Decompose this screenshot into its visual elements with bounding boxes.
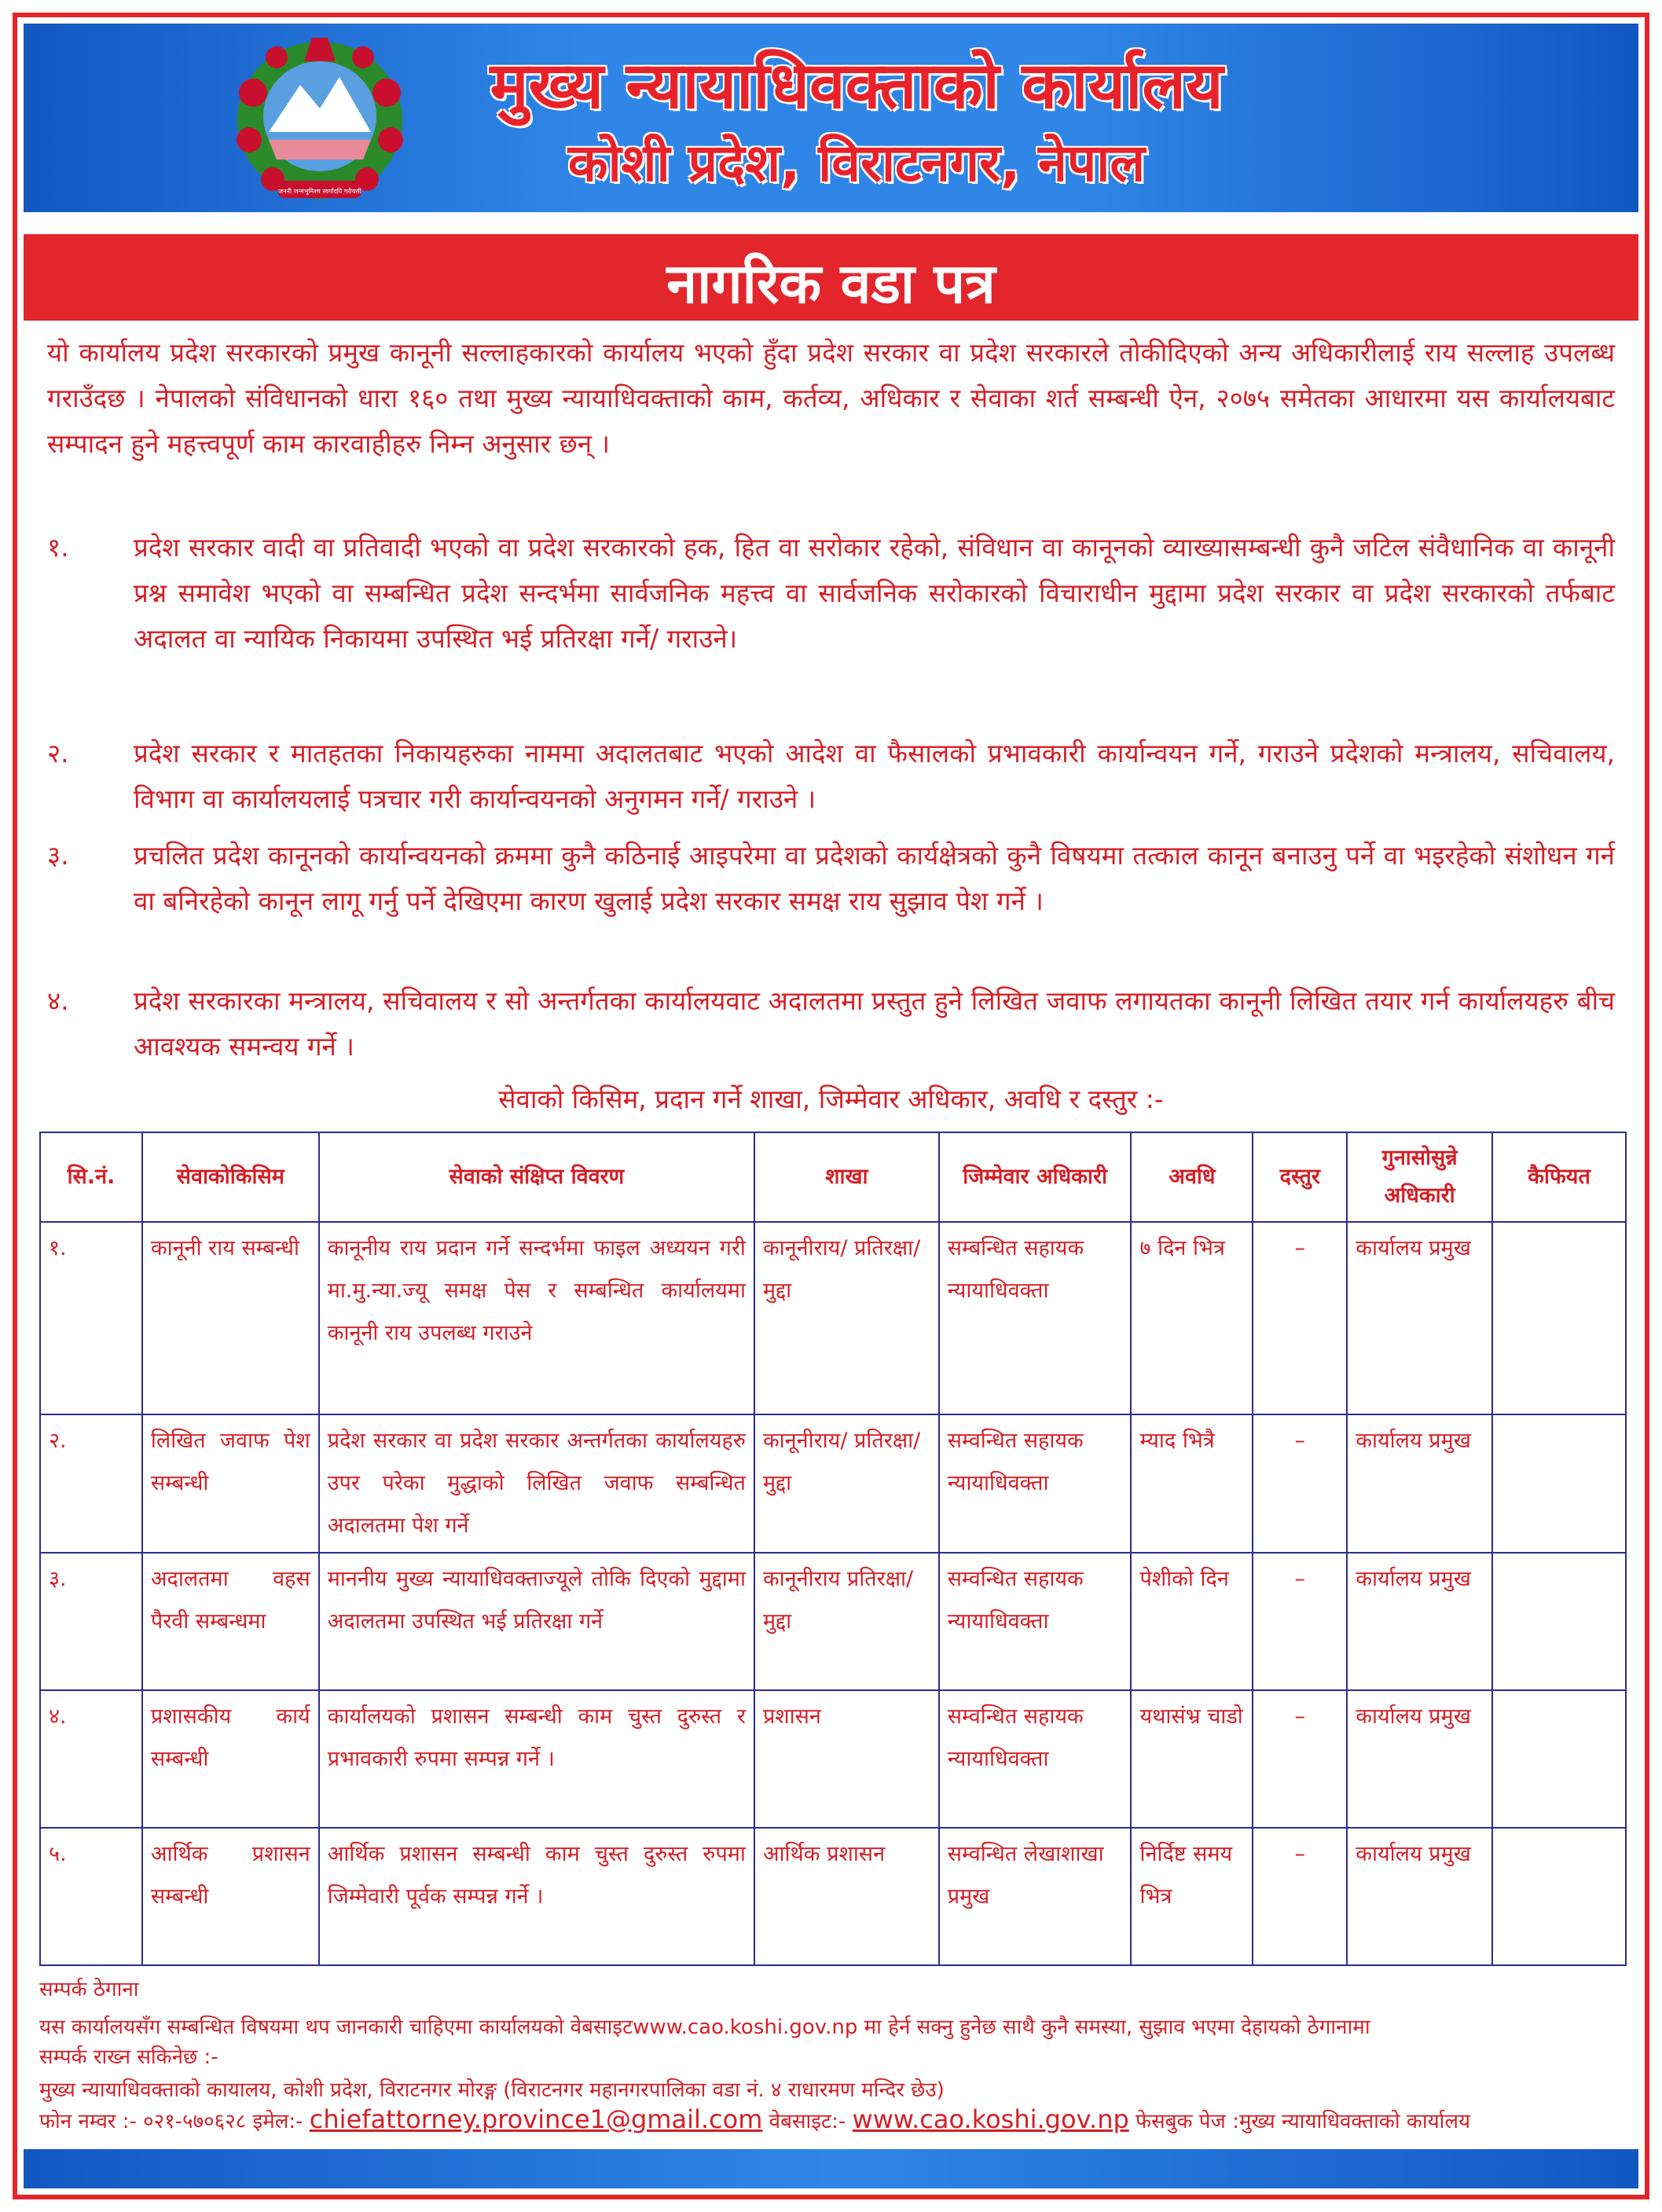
list-item-number: १. [47,532,69,563]
cell-sn: ५. [40,1828,142,1965]
list-item-number: २. [47,738,69,769]
cell-duration: निर्दिष्ट समय भित्र [1131,1828,1253,1965]
cell-remarks [1492,1222,1626,1414]
cell-description: प्रदेश सरकार वा प्रदेश सरकार अन्तर्गतका कार्यालयहरु उपर परेका मुद्धाको लिखित जवाफ सम्बन्धित अदालतमा पेश गर्ने [319,1414,754,1553]
list-item [47,731,1615,822]
cell-duration: पेशीको दिन [1131,1553,1253,1690]
cell-service-type: प्रशासकीय कार्य सम्बन्धी [142,1690,319,1828]
cell-grievance-officer: कार्यालय प्रमुख [1347,1690,1492,1828]
cell-grievance-officer: कार्यालय प्रमुख [1347,1553,1492,1690]
office-subtitle: कोशी प्रदेश, विराटनगर, नेपाल [567,133,1146,193]
cell-remarks [1492,1828,1626,1965]
contact-address: मुख्य न्यायाधिवक्ताको कायालय, कोशी प्रदेश, विराटनगर मोरङ्ग (विराटनगर महानगरपालिका वडा नं. ४ राधारमण मन्दिर छेउ) [39,2078,945,2102]
cell-duration: ७ दिन भित्र [1131,1222,1253,1414]
phone-label: फोन नम्वर :- ०२१-५७०६२८ इमेल:- [39,2110,303,2133]
cell-remarks [1492,1553,1626,1690]
cell-description: आर्थिक प्रशासन सम्बन्धी काम चुस्त दुरुस्त रुपमा जिम्मेवारी पूर्वक सम्पन्न गर्ने । [319,1828,754,1965]
list-item [47,525,1615,662]
header-banner [24,24,1638,212]
cell-fee: – [1253,1222,1347,1414]
contact-heading: सम्पर्क ठेगाना [39,1978,139,2001]
table-row [40,1414,1626,1553]
list-item-text: प्रदेश सरकारका मन्त्रालय, सचिवालय र सो अन्तर्गतका कार्यालयवाट अदालतमा प्रस्तुत हुने लिखित जवाफ लगायतका कानूनी लिखित तयार गर्न कार्यालयहरु बीच आवश्यक समन्वय गर्ने । [134,985,1615,1062]
list-item-text: प्रदेश सरकार वादी वा प्रतिवादी भएको वा प्रदेश सरकारको हक, हित वा सरोकार रहेको, संविधान वा कानूनको व्याख्यासम्बन्धी कुनै जटिल संवैधानिक वा कानूनी प्रश्न समावेश भएको वा सम्बन्धित प्रदेश सन्दर्भमा सार्वजनिक महत्त्व वा सार्वजनिक सरोकारको विचाराधीन मुद्दामा प्रदेश सरकार वा प्रदेश सरकारको तर्फबाट अदालत वा न्यायिक निकायमा उपस्थित भई प्रतिरक्षा गर्ने/ गराउने। [134,532,1615,654]
header-responsible-officer: जिम्मेवार अधिकारी [939,1132,1132,1222]
cell-description: कानूनीय राय प्रदान गर्ने सन्दर्भमा फाइल अध्ययन गरी मा.मु.न्या.ज्यू समक्ष पेस र सम्बन्धित कार्यालयमा कानूनी राय उपलब्ध गराउने [319,1222,754,1414]
website-label: वेबसाइट:- [769,2110,846,2133]
cell-sn: ३. [40,1553,142,1690]
cell-branch: कानूनीराय/ प्रतिरक्षा/मुद्दा [754,1222,939,1414]
cell-service-type: आर्थिक प्रशासन सम्बन्धी [142,1828,319,1965]
footer-bar [24,2149,1638,2188]
table-caption: सेवाको किसिम, प्रदान गर्ने शाखा, जिम्मेवार अधिकार, अवधि र दस्तुर :- [498,1084,1164,1114]
cell-remarks [1492,1414,1626,1553]
cell-responsible-officer: सम्वन्धित सहायक न्यायाधिवक्ता [939,1414,1132,1553]
list-item-number: ३. [47,840,69,871]
cell-branch: कानूनीराय प्रतिरक्षा/मुद्दा [754,1553,939,1690]
cell-remarks [1492,1690,1626,1828]
cell-sn: २. [40,1414,142,1553]
contact-line-2: सम्पर्क राख्न सकिनेछ :- [39,2045,218,2069]
cell-fee: – [1253,1690,1347,1828]
table-row [40,1553,1626,1690]
cell-description: माननीय मुख्य न्यायाधिवक्ताज्यूले तोकि दिएको मुद्दामा अदालतमा उपस्थित भई प्रतिरक्षा गर्ने [319,1553,754,1690]
contact-line-1: यस कार्यालयसँग सम्बन्धित विषयमा थप जानकारी चाहिएमा कार्यालयको वेबसाइटwww.cao.koshi.gov.np मा हेर्न सक्नु हुनेछ साथै कुनै समस्या, सुझाव भएमा देहायको ठेगानामा [39,2016,1370,2039]
cell-sn: ४. [40,1690,142,1828]
citizen-charter-banner [24,234,1638,321]
list-item [47,833,1615,924]
cell-grievance-officer: कार्यालय प्रमुख [1347,1828,1492,1965]
cell-duration: म्याद भित्रै [1131,1414,1253,1553]
office-title: मुख्य न्यायाधिवक्ताको कार्यालय [490,49,1224,123]
service-table [39,1132,1627,1966]
cell-branch: कानूनीराय/ प्रतिरक्षा/मुद्दा [754,1414,939,1553]
header-service-type: सेवाकोकिसिम [142,1132,319,1222]
charter-document [24,24,1638,2188]
cell-grievance-officer: कार्यालय प्रमुख [1347,1222,1492,1414]
cell-fee: – [1253,1553,1347,1690]
list-item-number: ४. [47,985,69,1016]
table-row [40,1690,1626,1828]
cell-responsible-officer: सम्बन्धित सहायक न्यायाधिवक्ता [939,1222,1132,1414]
header-grievance-officer: गुनासोसुन्ने अधिकारी [1347,1132,1492,1222]
cell-description: कार्यालयको प्रशासन सम्बन्धी काम चुस्त दुरुस्त र प्रभावकारी रुपमा सम्पन्न गर्ने । [319,1690,754,1828]
cell-responsible-officer: सम्वन्धित सहायक न्यायाधिवक्ता [939,1553,1132,1690]
list-item [47,978,1615,1069]
emblem-motto: जननी जन्मभूमिश्च स्वर्गादपि गरीयसी [278,188,361,195]
header-duration: अवधि [1131,1132,1253,1222]
header-description: सेवाको संक्षिप्त विवरण [319,1132,754,1222]
cell-grievance-officer: कार्यालय प्रमुख [1347,1414,1492,1553]
cell-duration: यथासंभ्र चाडो [1131,1690,1253,1828]
cell-fee: – [1253,1828,1347,1965]
header-fee: दस्तुर [1253,1132,1347,1222]
cell-branch: आर्थिक प्रशासन [754,1828,939,1965]
list-item-text: प्रदेश सरकार र मातहतका निकायहरुका नाममा अदालतबाट भएको आदेश वा फैसालको प्रभावकारी कार्यान्वयन गर्ने, गराउने प्रदेशको मन्त्रालय, सचिवालय, विभाग वा कार्यालयलाई पत्रचार गरी कार्यान्वयनको अनुगमन गर्ने/ गराउने । [134,738,1615,814]
email-link[interactable]: chiefattorney.province1@gmail.com [309,2104,763,2134]
list-item-text: प्रचलित प्रदेश कानूनको कार्यान्वयनको क्रममा कुनै कठिनाई आइपरेमा वा प्रदेशको कार्यक्षेत्रको कुनै विषयमा तत्काल कानून बनाउनु पर्ने वा भइरहेको संशोधन गर्न वा बनिरहेको कानून लागू गर्नु पर्ने देखिएमा कारण खुलाई प्रदेश सरकार समक्ष राय सुझाव पेश गर्ने । [134,840,1615,916]
contact-line-phone [39,2104,1627,2134]
facebook-page: फेसबुक पेज :मुख्य न्यायाधिवक्ताको कार्यालय [1136,2110,1471,2133]
cell-branch: प्रशासन [754,1690,939,1828]
intro-paragraph: यो कार्यालय प्रदेश सरकारको प्रमुख कानूनी सल्लाहकारको कार्यालय भएको हुँदा प्रदेश सरकार वा प्रदेश सरकारले तोकीदिएको अन्य अधिकारीलाई राय सल्लाह उपलब्ध गराउँदछ । नेपालको संविधानको धारा १६० तथा मुख्य न्यायाधिवक्ताको काम, कर्तव्य, अधिकार र सेवाका शर्त सम्बन्धी ऐन, २०७५ समेतका आधारमा यस कार्यालयबाट सम्पादन हुने महत्त्वपूर्ण काम कारवाहीहरु निम्न अनुसार छन् । [47,337,1615,459]
banner-title: नागरिक वडा पत्र [666,251,996,316]
cell-responsible-officer: सम्वन्धित सहायक न्यायाधिवक्ता [939,1690,1132,1828]
header-branch: शाखा [754,1132,939,1222]
cell-fee: – [1253,1414,1347,1553]
cell-responsible-officer: सम्वन्धित लेखाशाखा प्रमुख [939,1828,1132,1965]
cell-service-type: लिखित जवाफ पेश सम्बन्धी [142,1414,319,1553]
cell-sn: १. [40,1222,142,1414]
header-sn: सि.नं. [40,1132,142,1222]
table-row [40,1222,1626,1414]
nepal-emblem-icon [229,30,410,207]
header-remarks: कैफियत [1492,1132,1626,1222]
table-header-row [40,1132,1626,1222]
cell-service-type: अदालतमा वहस पैरवी सम्बन्धमा [142,1553,319,1690]
website-link[interactable]: www.cao.koshi.gov.np [852,2104,1129,2134]
table-row [40,1828,1626,1965]
cell-service-type: कानूनी राय सम्बन्धी [142,1222,319,1414]
